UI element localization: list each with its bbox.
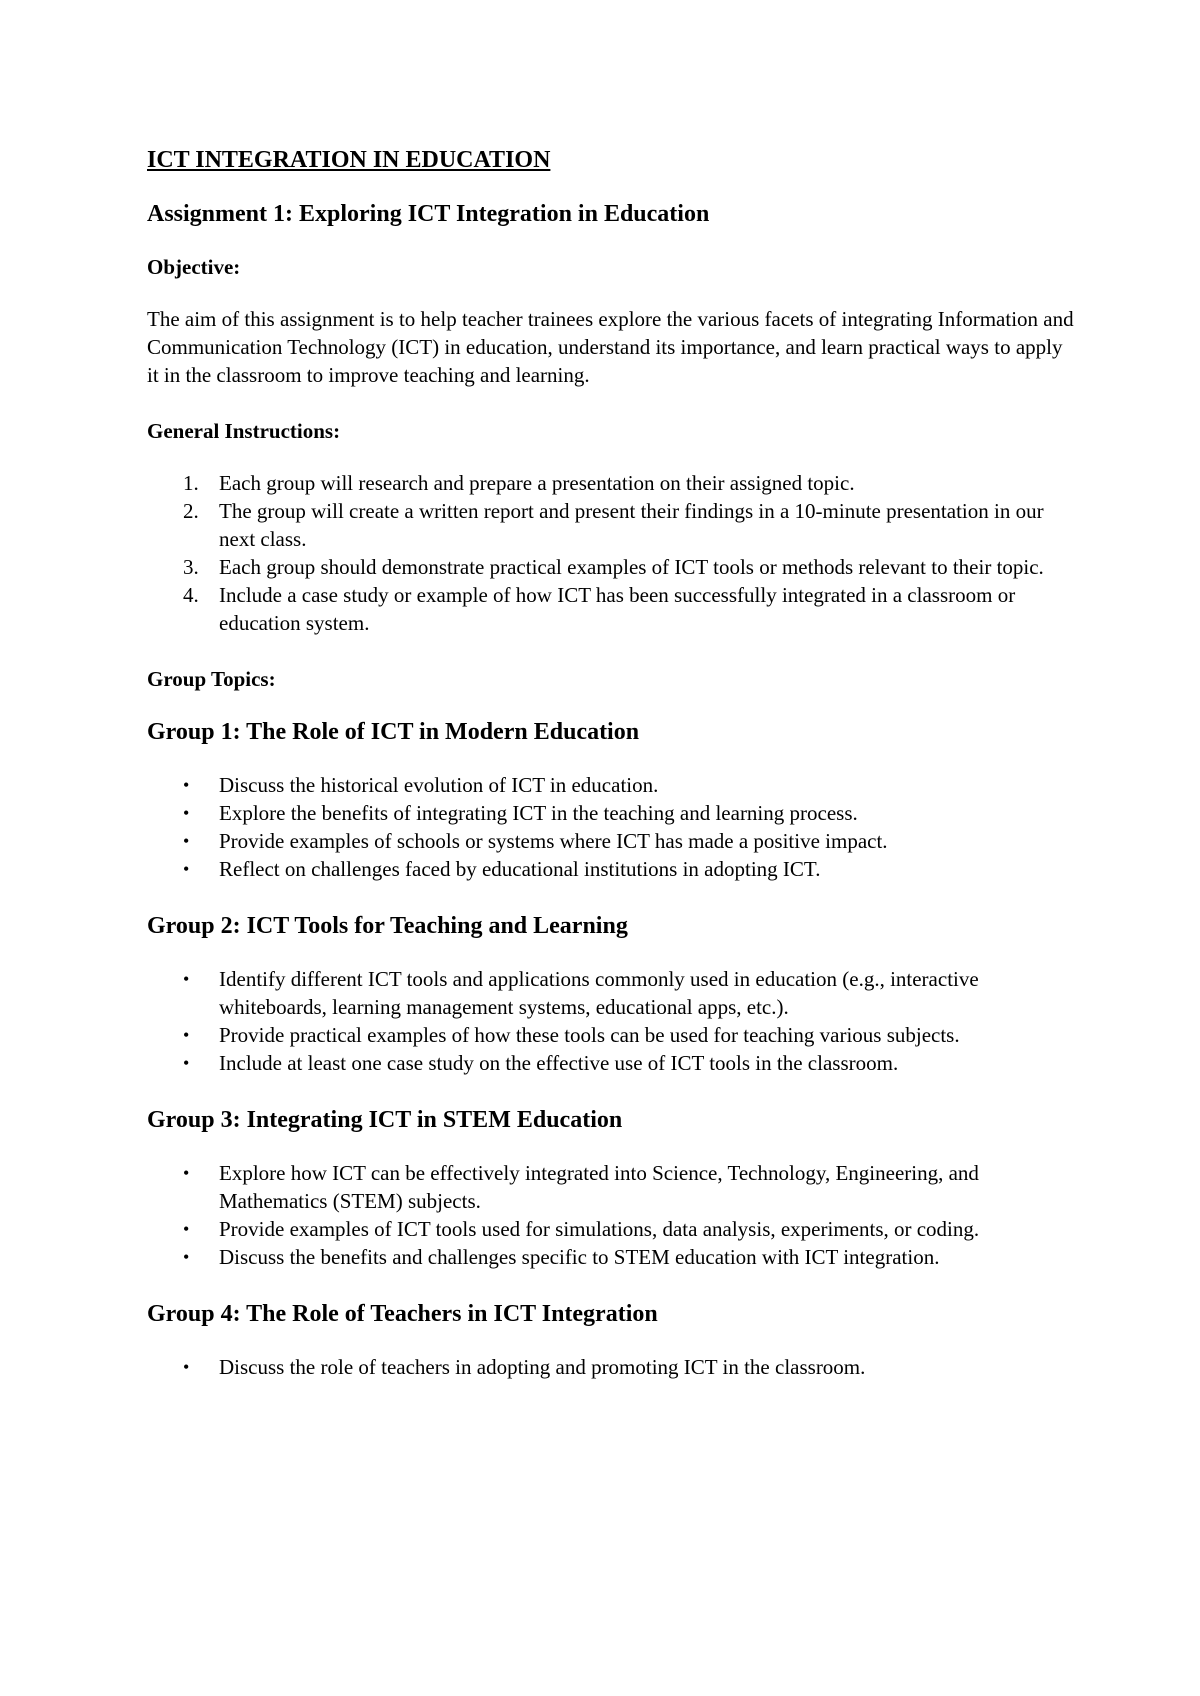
instruction-text: Each group should demonstrate practical examples of ICT tools or methods relevant to their topic. bbox=[219, 555, 1044, 579]
group-3-heading: Group 3: Integrating ICT in STEM Education bbox=[147, 1107, 623, 1133]
instruction-number: 4. bbox=[183, 583, 199, 607]
list-item bbox=[147, 1353, 1077, 1381]
list-item bbox=[147, 1215, 1077, 1243]
list-item bbox=[147, 799, 1077, 827]
instructions-list bbox=[147, 469, 1077, 637]
bullet-icon: • bbox=[183, 831, 190, 851]
instruction-item bbox=[147, 497, 1077, 553]
document-page bbox=[147, 145, 1077, 1409]
instruction-text: Include a case study or example of how ICT has been successfully integrated in a classroom or education system. bbox=[219, 583, 1016, 635]
instruction-item bbox=[147, 553, 1077, 581]
bullet-icon: • bbox=[183, 1025, 190, 1045]
list-item-text: Provide examples of schools or systems where ICT has made a positive impact. bbox=[219, 829, 888, 853]
bullet-icon: • bbox=[183, 1247, 190, 1267]
list-item-text: Include at least one case study on the effective use of ICT tools in the classroom. bbox=[219, 1051, 899, 1075]
bullet-icon: • bbox=[183, 1163, 190, 1183]
instructions-label: General Instructions: bbox=[147, 419, 341, 443]
list-item bbox=[147, 965, 1077, 1021]
group-3-list bbox=[147, 1159, 1077, 1271]
assignment-title: Assignment 1: Exploring ICT Integration in Education bbox=[147, 201, 710, 227]
list-item bbox=[147, 1021, 1077, 1049]
group-4-list bbox=[147, 1353, 1077, 1381]
objective-text: The aim of this assignment is to help teacher trainees explore the various facets of integrating Information and Communication Technology (ICT) in education, understand its importance, and learn practical ways to apply it in the classroom to improve teaching and learning. bbox=[147, 307, 1074, 387]
list-item bbox=[147, 1243, 1077, 1271]
instruction-text: Each group will research and prepare a presentation on their assigned topic. bbox=[219, 471, 855, 495]
bullet-icon: • bbox=[183, 969, 190, 989]
bullet-icon: • bbox=[183, 803, 190, 823]
list-item bbox=[147, 1049, 1077, 1077]
bullet-icon: • bbox=[183, 1053, 190, 1073]
list-item-text: Reflect on challenges faced by educational institutions in adopting ICT. bbox=[219, 857, 821, 881]
instruction-number: 1. bbox=[183, 471, 199, 495]
group-1-heading: Group 1: The Role of ICT in Modern Education bbox=[147, 719, 640, 745]
instruction-number: 3. bbox=[183, 555, 199, 579]
list-item-text: Provide examples of ICT tools used for simulations, data analysis, experiments, or coding. bbox=[219, 1217, 980, 1241]
list-item-text: Provide practical examples of how these tools can be used for teaching various subjects. bbox=[219, 1023, 960, 1047]
instruction-text: The group will create a written report and present their findings in a 10-minute presentation in our next class. bbox=[219, 499, 1044, 551]
list-item bbox=[147, 1159, 1077, 1215]
group-4-heading: Group 4: The Role of Teachers in ICT Integration bbox=[147, 1301, 658, 1327]
group-2-list bbox=[147, 965, 1077, 1077]
bullet-icon: • bbox=[183, 1357, 190, 1377]
group-2-heading: Group 2: ICT Tools for Teaching and Learning bbox=[147, 913, 628, 939]
instruction-item bbox=[147, 469, 1077, 497]
list-item-text: Discuss the historical evolution of ICT in education. bbox=[219, 773, 659, 797]
list-item bbox=[147, 771, 1077, 799]
instruction-number: 2. bbox=[183, 499, 199, 523]
bullet-icon: • bbox=[183, 1219, 190, 1239]
bullet-icon: • bbox=[183, 775, 190, 795]
objective-label: Objective: bbox=[147, 255, 241, 279]
document-title: ICT INTEGRATION IN EDUCATION bbox=[147, 147, 551, 173]
list-item-text: Identify different ICT tools and applications commonly used in education (e.g., interactive whiteboards, learning management systems, educational apps, etc.). bbox=[219, 967, 979, 1019]
list-item-text: Explore the benefits of integrating ICT in the teaching and learning process. bbox=[219, 801, 858, 825]
topics-label: Group Topics: bbox=[147, 667, 276, 691]
group-1-list bbox=[147, 771, 1077, 883]
list-item bbox=[147, 855, 1077, 883]
list-item-text: Explore how ICT can be effectively integrated into Science, Technology, Engineering, and Mathematics (STEM) subjects. bbox=[219, 1161, 979, 1213]
list-item-text: Discuss the benefits and challenges specific to STEM education with ICT integration. bbox=[219, 1245, 940, 1269]
instruction-item bbox=[147, 581, 1077, 637]
list-item-text: Discuss the role of teachers in adopting and promoting ICT in the classroom. bbox=[219, 1355, 866, 1379]
bullet-icon: • bbox=[183, 859, 190, 879]
list-item bbox=[147, 827, 1077, 855]
